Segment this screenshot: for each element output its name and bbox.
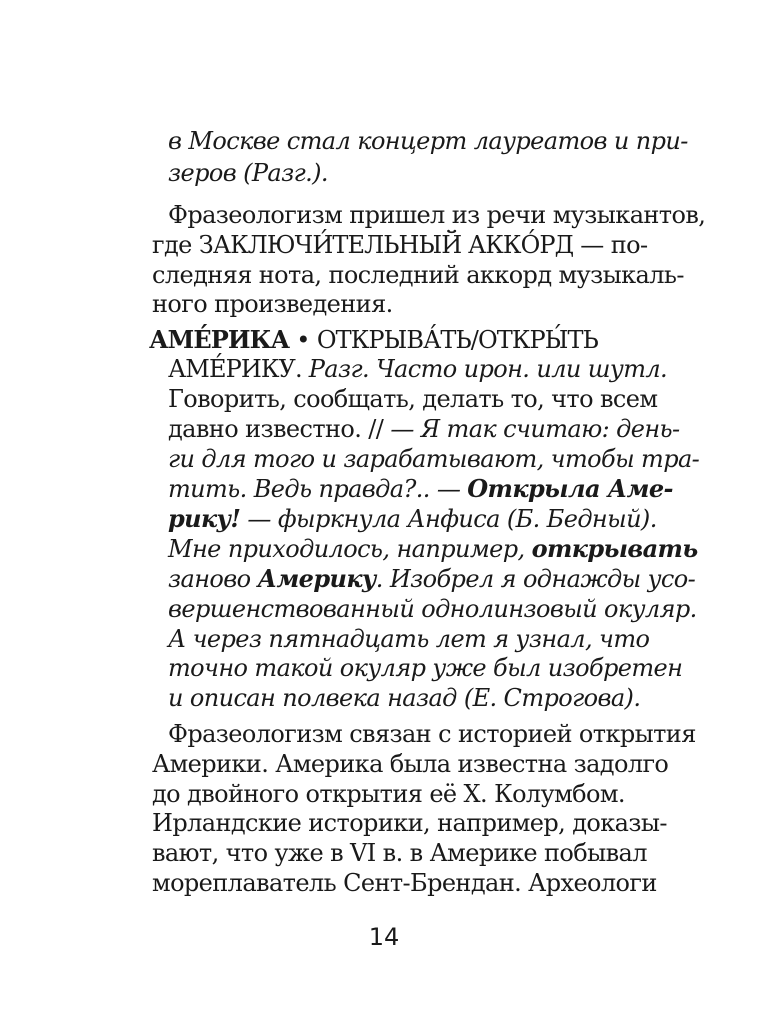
example1-text: — Я так считаю: день- — [390, 415, 680, 443]
example2-line-5: точно такой окуляр уже был изобретен — [168, 654, 683, 682]
example1-idiom: Открыла Аме- — [467, 474, 673, 503]
example2-idiom: открывать — [531, 534, 698, 563]
note1-text: — по- — [573, 231, 648, 259]
entry-definition-line-1: Говорить, сообщать, делать то, что всем — [168, 385, 658, 413]
entry-idiom: ОТКРЫВА́ТЬ/ОТКРЫ́ТЬ — [316, 326, 598, 354]
continuation-line-1: в Москве стал концерт лауреатов и при- — [168, 127, 688, 155]
entry-idiom: АМЕ́РИКУ. — [168, 355, 302, 383]
note1-term: ЗАКЛЮЧИ́ТЕЛЬНЫЙ АККО́РД — [198, 231, 574, 259]
entry-headword: АМЕ́РИКА — [149, 325, 290, 354]
example2-idiom: Америку — [257, 564, 376, 593]
example1-line-3 — [168, 474, 673, 504]
note1-line-4: ного произведения. — [152, 290, 393, 318]
entry-line-1 — [149, 325, 598, 355]
page-number: 14 — [368, 923, 400, 951]
note1-line-1: Фразеологизм пришел из речи музыкантов, — [168, 201, 706, 229]
example2-text: . Изобрел я однажды усо- — [375, 565, 696, 593]
note2-line-3: до двойного открытия её Х. Колумбом. — [152, 780, 625, 808]
note1-line-3: следняя нота, последний аккорд музыкаль- — [152, 261, 684, 289]
example2-line-6: и описан полвека назад (Е. Строгова). — [168, 684, 641, 712]
entry-line-4 — [168, 414, 680, 444]
note2-line-5: вают, что уже в VI в. в Америке побывал — [152, 839, 647, 867]
note2-line-1: Фразеологизм связан с историей открытия — [168, 720, 696, 748]
note2-line-2: Америки. Америка была известна задолго — [152, 750, 669, 778]
entry-separator: // — [361, 415, 391, 443]
example2-text: Мне приходилось, например, — [168, 535, 532, 563]
entry-bullet: • — [296, 326, 310, 354]
entry-line-2 — [168, 354, 667, 384]
entry-definition: давно известно. — [168, 415, 362, 443]
example1-line-4 — [168, 504, 657, 534]
example1-text: тить. Ведь правда?.. — — [168, 475, 468, 503]
entry-style-labels: Разг. Часто ирон. или шутл. — [308, 355, 668, 383]
note1-text: где — [152, 231, 199, 259]
example1-idiom: рику! — [168, 504, 241, 533]
example2-line-4: А через пятнадцать лет я узнал, что — [168, 625, 650, 653]
example1-line-2: ги для того и зарабатывают, чтобы тра- — [168, 445, 700, 473]
note2-line-6: мореплаватель Сент-Брендан. Археологи — [152, 869, 657, 897]
example2-text: заново — [168, 565, 258, 593]
example2-line-1 — [168, 534, 698, 564]
example1-text: — фыркнула Анфиса (Б. Бедный). — [240, 505, 657, 533]
example2-line-3: вершенствованный однолинзовый окуляр. — [168, 595, 697, 623]
example2-line-2 — [168, 564, 695, 594]
continuation-line-2: зеров (Разг.). — [168, 159, 328, 187]
note2-line-4: Ирландские историки, например, доказы- — [152, 809, 667, 837]
note1-line-2 — [152, 230, 647, 260]
